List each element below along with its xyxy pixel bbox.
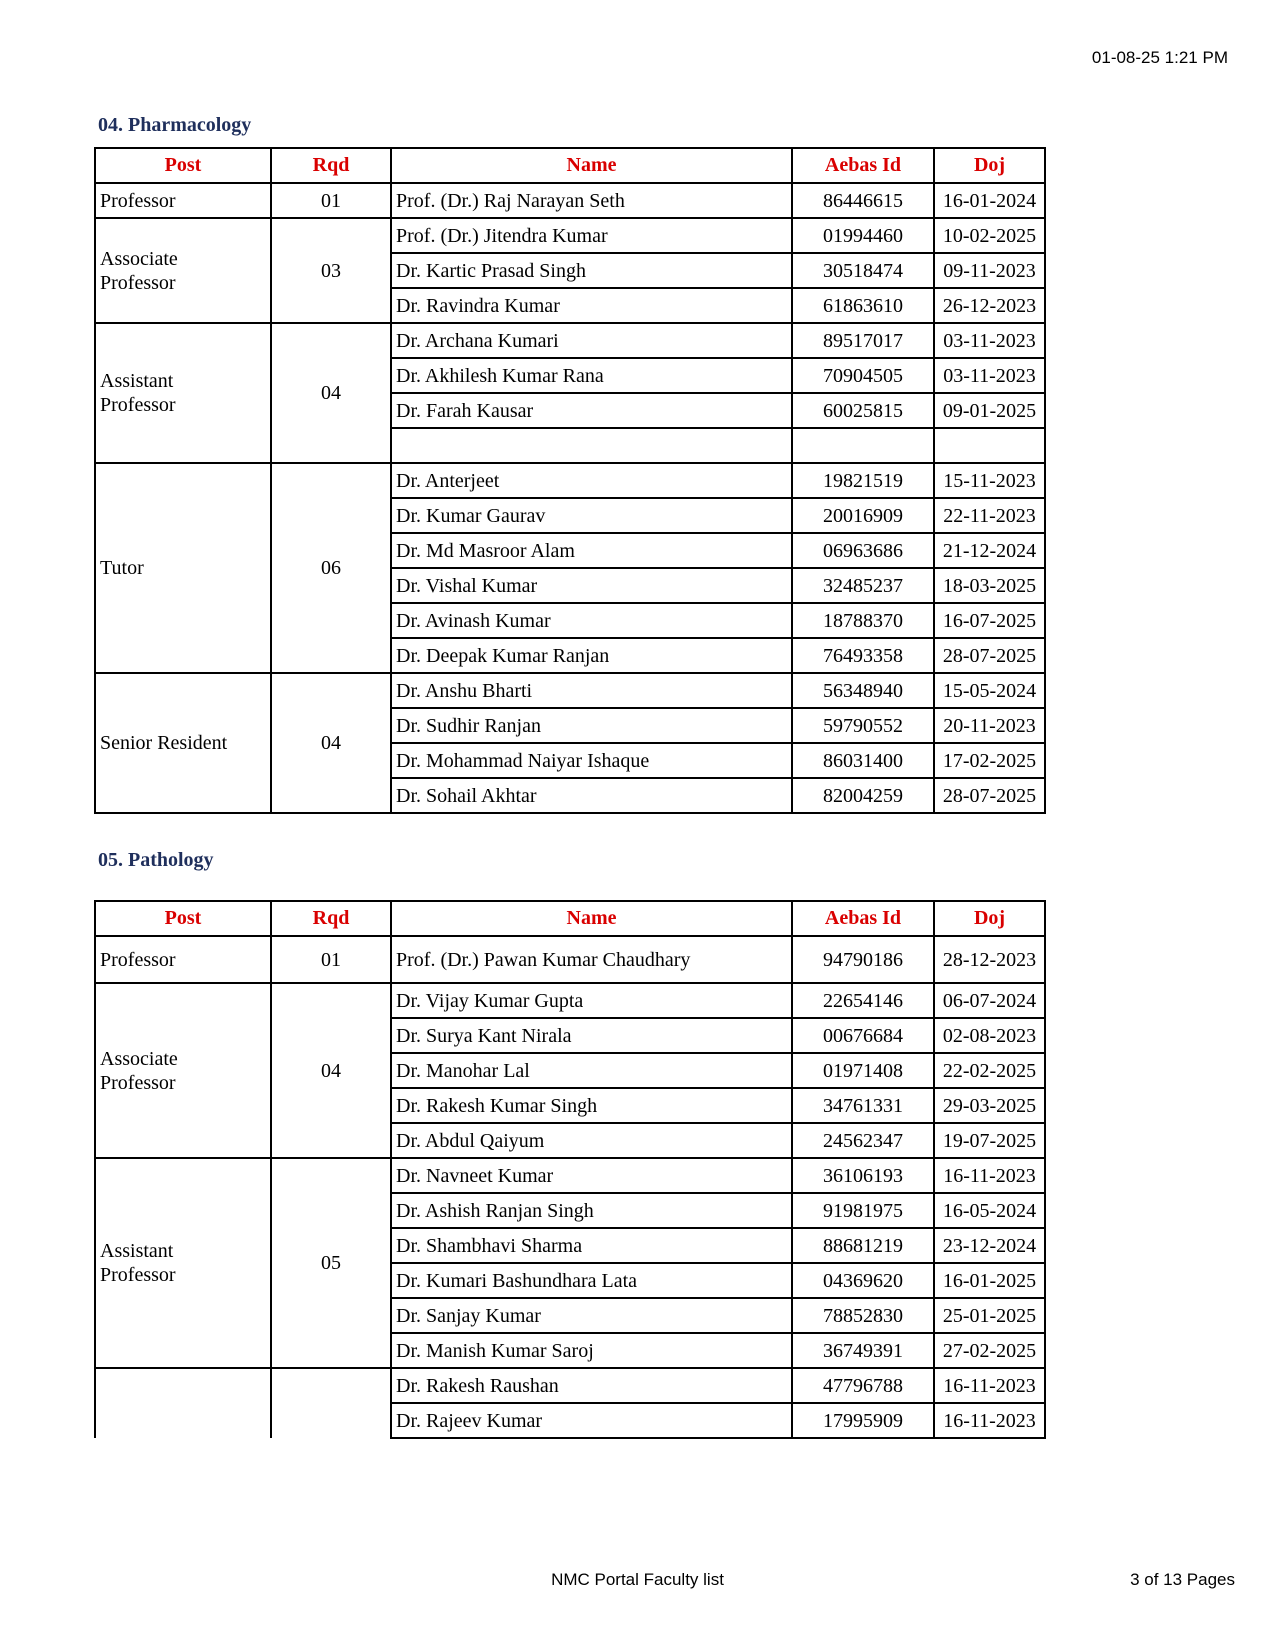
aebas-id-cell	[792, 428, 934, 463]
aebas-id-cell: 22654146	[792, 983, 934, 1018]
name-cell: Dr. Kumari Bashundhara Lata	[391, 1263, 792, 1298]
name-cell: Prof. (Dr.) Pawan Kumar Chaudhary	[391, 936, 792, 983]
name-cell: Dr. Vishal Kumar	[391, 568, 792, 603]
table-row	[95, 936, 1045, 983]
rqd-cell: 04	[271, 673, 391, 813]
aebas-id-cell: 47796788	[792, 1368, 934, 1403]
aebas-id-cell: 86031400	[792, 743, 934, 778]
rqd-cell: 05	[271, 1158, 391, 1368]
doj-cell: 16-11-2023	[934, 1158, 1045, 1193]
post-cell: Professor	[95, 183, 271, 218]
aebas-id-cell: 19821519	[792, 463, 934, 498]
doj-cell: 27-02-2025	[934, 1333, 1045, 1368]
aebas-id-cell: 20016909	[792, 498, 934, 533]
doj-cell: 21-12-2024	[934, 533, 1045, 568]
aebas-id-cell: 70904505	[792, 358, 934, 393]
name-cell: Dr. Deepak Kumar Ranjan	[391, 638, 792, 673]
name-cell	[391, 428, 792, 463]
aebas-id-cell: 04369620	[792, 1263, 934, 1298]
faculty-table-pharmacology	[94, 147, 1046, 814]
aebas-id-cell: 01994460	[792, 218, 934, 253]
name-cell: Dr. Ravindra Kumar	[391, 288, 792, 323]
aebas-id-cell: 18788370	[792, 603, 934, 638]
doj-cell: 15-05-2024	[934, 673, 1045, 708]
table-header-row	[95, 148, 1045, 183]
table-row	[95, 183, 1045, 218]
column-header-doj: Doj	[934, 148, 1045, 183]
column-header-rqd: Rqd	[271, 901, 391, 936]
footer-title: NMC Portal Faculty list	[551, 1570, 724, 1589]
doj-cell: 18-03-2025	[934, 568, 1045, 603]
doj-cell: 16-01-2024	[934, 183, 1045, 218]
name-cell: Dr. Rakesh Kumar Singh	[391, 1088, 792, 1123]
name-cell: Dr. Sudhir Ranjan	[391, 708, 792, 743]
doj-cell: 29-03-2025	[934, 1088, 1045, 1123]
doj-cell: 22-11-2023	[934, 498, 1045, 533]
name-cell: Dr. Manish Kumar Saroj	[391, 1333, 792, 1368]
post-cell: Associate Professor	[95, 218, 271, 323]
faculty-table-pathology	[94, 900, 1046, 1439]
post-cell: Associate Professor	[95, 983, 271, 1158]
rqd-cell: 01	[271, 183, 391, 218]
aebas-id-cell: 91981975	[792, 1193, 934, 1228]
aebas-id-cell: 24562347	[792, 1123, 934, 1158]
post-cell: Tutor	[95, 463, 271, 673]
doj-cell: 16-11-2023	[934, 1403, 1045, 1438]
doj-cell: 09-11-2023	[934, 253, 1045, 288]
name-cell: Dr. Sohail Akhtar	[391, 778, 792, 813]
name-cell: Dr. Vijay Kumar Gupta	[391, 983, 792, 1018]
name-cell: Dr. Rajeev Kumar	[391, 1403, 792, 1438]
aebas-id-cell: 82004259	[792, 778, 934, 813]
section-title-pathology: 05. Pathology	[98, 849, 214, 871]
aebas-id-cell: 60025815	[792, 393, 934, 428]
rqd-cell: 01	[271, 936, 391, 983]
doj-cell: 16-11-2023	[934, 1368, 1045, 1403]
doj-cell: 02-08-2023	[934, 1018, 1045, 1053]
table-row	[95, 323, 1045, 358]
doj-cell: 17-02-2025	[934, 743, 1045, 778]
doj-cell: 15-11-2023	[934, 463, 1045, 498]
name-cell: Dr. Mohammad Naiyar Ishaque	[391, 743, 792, 778]
doj-cell: 03-11-2023	[934, 358, 1045, 393]
aebas-id-cell: 01971408	[792, 1053, 934, 1088]
name-cell: Dr. Anshu Bharti	[391, 673, 792, 708]
name-cell: Dr. Kumar Gaurav	[391, 498, 792, 533]
doj-cell: 26-12-2023	[934, 288, 1045, 323]
aebas-id-cell: 36749391	[792, 1333, 934, 1368]
aebas-id-cell: 30518474	[792, 253, 934, 288]
name-cell: Dr. Avinash Kumar	[391, 603, 792, 638]
column-header-aebas-id: Aebas Id	[792, 901, 934, 936]
column-header-doj: Doj	[934, 901, 1045, 936]
name-cell: Dr. Abdul Qaiyum	[391, 1123, 792, 1158]
post-cell	[95, 1368, 271, 1438]
aebas-id-cell: 78852830	[792, 1298, 934, 1333]
doj-cell: 22-02-2025	[934, 1053, 1045, 1088]
name-cell: Dr. Navneet Kumar	[391, 1158, 792, 1193]
aebas-id-cell: 61863610	[792, 288, 934, 323]
table-row	[95, 673, 1045, 708]
rqd-cell: 04	[271, 983, 391, 1158]
name-cell: Dr. Md Masroor Alam	[391, 533, 792, 568]
name-cell: Dr. Farah Kausar	[391, 393, 792, 428]
column-header-name: Name	[391, 148, 792, 183]
rqd-cell	[271, 1368, 391, 1438]
page-number: 3 of 13 Pages	[1130, 1570, 1235, 1589]
print-timestamp: 01-08-25 1:21 PM	[1091, 48, 1228, 67]
name-cell: Prof. (Dr.) Raj Narayan Seth	[391, 183, 792, 218]
section-title-pharmacology: 04. Pharmacology	[98, 114, 252, 136]
aebas-id-cell: 88681219	[792, 1228, 934, 1263]
name-cell: Dr. Sanjay Kumar	[391, 1298, 792, 1333]
doj-cell: 28-07-2025	[934, 778, 1045, 813]
table-header-row	[95, 901, 1045, 936]
name-cell: Dr. Manohar Lal	[391, 1053, 792, 1088]
rqd-cell: 03	[271, 218, 391, 323]
name-cell: Prof. (Dr.) Jitendra Kumar	[391, 218, 792, 253]
table-row	[95, 463, 1045, 498]
aebas-id-cell: 06963686	[792, 533, 934, 568]
name-cell: Dr. Kartic Prasad Singh	[391, 253, 792, 288]
post-cell: Assistant Professor	[95, 1158, 271, 1368]
name-cell: Dr. Ashish Ranjan Singh	[391, 1193, 792, 1228]
table-row	[95, 218, 1045, 253]
column-header-name: Name	[391, 901, 792, 936]
table-row	[95, 1158, 1045, 1193]
post-cell: Professor	[95, 936, 271, 983]
aebas-id-cell: 76493358	[792, 638, 934, 673]
table-row	[95, 983, 1045, 1018]
aebas-id-cell: 56348940	[792, 673, 934, 708]
doj-cell: 25-01-2025	[934, 1298, 1045, 1333]
doj-cell: 16-01-2025	[934, 1263, 1045, 1298]
aebas-id-cell: 32485237	[792, 568, 934, 603]
doj-cell: 20-11-2023	[934, 708, 1045, 743]
aebas-id-cell: 34761331	[792, 1088, 934, 1123]
doj-cell: 09-01-2025	[934, 393, 1045, 428]
doj-cell: 19-07-2025	[934, 1123, 1045, 1158]
aebas-id-cell: 00676684	[792, 1018, 934, 1053]
doj-cell: 16-05-2024	[934, 1193, 1045, 1228]
aebas-id-cell: 59790552	[792, 708, 934, 743]
doj-cell	[934, 428, 1045, 463]
name-cell: Dr. Akhilesh Kumar Rana	[391, 358, 792, 393]
aebas-id-cell: 94790186	[792, 936, 934, 983]
column-header-post: Post	[95, 901, 271, 936]
name-cell: Dr. Anterjeet	[391, 463, 792, 498]
aebas-id-cell: 36106193	[792, 1158, 934, 1193]
name-cell: Dr. Archana Kumari	[391, 323, 792, 358]
aebas-id-cell: 86446615	[792, 183, 934, 218]
rqd-cell: 04	[271, 323, 391, 463]
column-header-rqd: Rqd	[271, 148, 391, 183]
aebas-id-cell: 89517017	[792, 323, 934, 358]
name-cell: Dr. Rakesh Raushan	[391, 1368, 792, 1403]
doj-cell: 06-07-2024	[934, 983, 1045, 1018]
table-row	[95, 1368, 1045, 1403]
doj-cell: 28-07-2025	[934, 638, 1045, 673]
aebas-id-cell: 17995909	[792, 1403, 934, 1438]
name-cell: Dr. Shambhavi Sharma	[391, 1228, 792, 1263]
post-cell: Senior Resident	[95, 673, 271, 813]
doj-cell: 28-12-2023	[934, 936, 1045, 983]
rqd-cell: 06	[271, 463, 391, 673]
column-header-aebas-id: Aebas Id	[792, 148, 934, 183]
post-cell: Assistant Professor	[95, 323, 271, 463]
doj-cell: 16-07-2025	[934, 603, 1045, 638]
doj-cell: 03-11-2023	[934, 323, 1045, 358]
column-header-post: Post	[95, 148, 271, 183]
doj-cell: 23-12-2024	[934, 1228, 1045, 1263]
name-cell: Dr. Surya Kant Nirala	[391, 1018, 792, 1053]
doj-cell: 10-02-2025	[934, 218, 1045, 253]
